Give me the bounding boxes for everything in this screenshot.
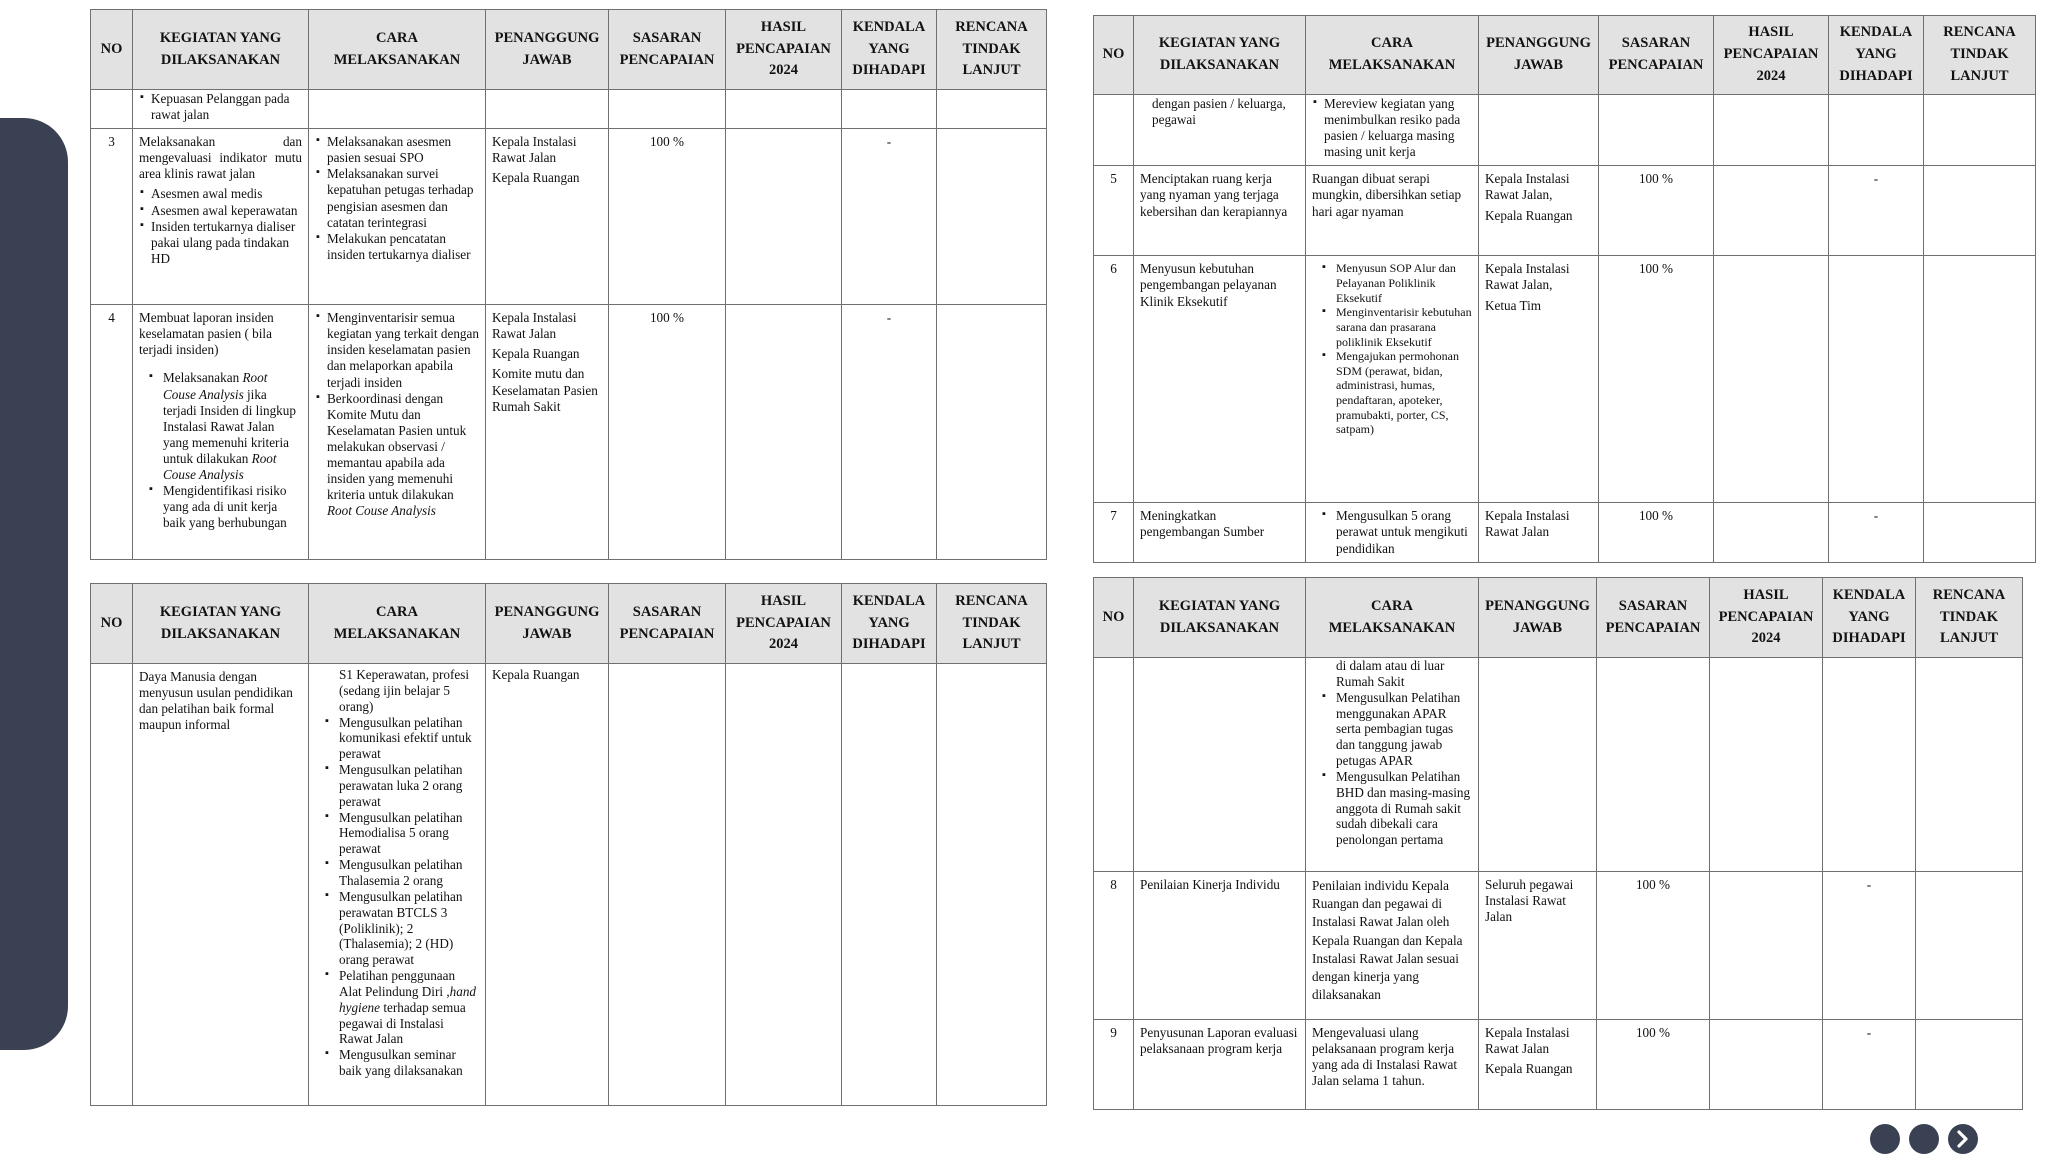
responsible-text: Kepala Instalasi Rawat Jalan,	[1485, 261, 1570, 293]
target-value: 100 %	[1599, 256, 1714, 503]
col-cara: CARA MELAKSANAKAN	[309, 584, 486, 664]
target-value: 100 %	[1597, 872, 1710, 1020]
table-row	[1094, 1020, 2023, 1110]
col-sasaran: SASARAN PENCAPAIAN	[609, 584, 726, 664]
method-text: Ruangan dibuat serapi mungkin, dibersihkan setiap hari agar nyaman	[1306, 166, 1479, 256]
col-hasil: HASIL PENCAPAIAN 2024	[1714, 16, 1829, 95]
table-panel-1	[90, 9, 1046, 560]
table-row	[1094, 658, 2023, 872]
responsible-text: Kepala Instalasi Rawat Jalan,	[1485, 171, 1570, 203]
constraint-value: -	[1829, 503, 1924, 562]
list-item: ▪ Mengusulkan seminar baik yang dilaksanakan	[339, 1047, 479, 1079]
responsible-text: Kepala Ruangan	[1485, 1061, 1573, 1077]
list-item: ▪ Mereview kegiatan yang menimbulkan resiko pada pasien / keluarga masing masing unit kerja	[1324, 96, 1472, 160]
col-cara: CARA MELAKSANAKAN	[309, 10, 486, 90]
col-kegiatan: KEGIATAN YANG DILAKSANAKAN	[1134, 578, 1306, 658]
table-row	[1094, 872, 2023, 1020]
table-header-row	[1094, 16, 2036, 95]
col-no: NO	[1094, 578, 1134, 658]
col-sasaran: SASARAN PENCAPAIAN	[1597, 578, 1710, 658]
target-value: 100 %	[1599, 503, 1714, 562]
method-text: S1 Keperawatan, profesi (sedang ijin belajar 5 orang)	[339, 667, 469, 714]
program-table	[90, 9, 1047, 560]
list-item: ▪ Menginventarisir semua kegiatan yang terkait dengan insiden keselamatan pasien dan melaporkan apabila terjadi insiden	[327, 310, 479, 390]
method-text: Mengevaluasi ulang pelaksanaan program kerja yang ada di Instalasi Rawat Jalan selama 1 tahun.	[1306, 1020, 1479, 1110]
table-panel-4	[1093, 577, 2022, 1110]
responsible-text: Kepala Instalasi Rawat Jalan	[1479, 503, 1599, 562]
target-value: 100 %	[1597, 1020, 1710, 1110]
col-kegiatan: KEGIATAN YANG DILAKSANAKAN	[1134, 16, 1306, 95]
list-item: ▪ Kepuasan Pelanggan pada rawat jalan	[151, 91, 302, 123]
table-row	[91, 90, 1047, 129]
col-rencana: RENCANA TINDAK LANJUT	[1924, 16, 2036, 95]
col-hasil: HASIL PENCAPAIAN 2024	[726, 584, 842, 664]
col-rencana: RENCANA TINDAK LANJUT	[937, 584, 1047, 664]
activity-text: Melaksanakan dan mengevaluasi indikator mutu area klinis rawat jalan	[139, 134, 302, 182]
responsible-text: Kepala Instalasi Rawat Jalan	[1485, 1025, 1570, 1057]
col-kegiatan: KEGIATAN YANG DILAKSANAKAN	[133, 10, 309, 90]
list-item: ▪ Asesmen awal medis	[151, 186, 302, 202]
activity-text: dengan pasien / keluarga, pegawai	[1134, 95, 1306, 166]
list-item: ▪ Pelatihan penggunaan Alat Pelindung Diri ,hand hygiene terhadap semua pegawai di Instalasi Rawat Jalan	[339, 968, 479, 1047]
next-slide-button[interactable]	[1948, 1124, 1978, 1154]
responsible-text: Kepala Ruangan	[486, 664, 609, 1106]
table-panel-2	[1093, 15, 2035, 563]
col-kendala: KENDALA YANG DIHADAPI	[842, 10, 937, 90]
col-hasil: HASIL PENCAPAIAN 2024	[1710, 578, 1823, 658]
list-item: ▪ Mengusulkan pelatihan perawatan luka 2 orang perawat	[339, 762, 479, 810]
col-no: NO	[91, 10, 133, 90]
responsible-text: Kepala Instalasi Rawat Jalan	[492, 134, 577, 166]
list-item: ▪ Mengusulkan Pelatihan BHD dan masing-masing anggota di Rumah sakit sudah dibekali cara penolongan pertama	[1336, 769, 1472, 848]
row-number: 3	[91, 129, 133, 305]
activity-text: Penilaian Kinerja Individu	[1134, 872, 1306, 1020]
table-row	[91, 129, 1047, 305]
list-item: ▪ Asesmen awal keperawatan	[151, 203, 302, 219]
list-item: ▪ Mengusulkan 5 orang perawat untuk mengikuti pendidikan	[1336, 508, 1472, 556]
col-sasaran: SASARAN PENCAPAIAN	[609, 10, 726, 90]
list-item: ▪ Mengusulkan pelatihan Thalasemia 2 orang	[339, 857, 479, 889]
col-no: NO	[91, 584, 133, 664]
side-decoration-bar	[0, 118, 68, 1050]
activity-text: Penyusunan Laporan evaluasi pelaksanaan program kerja	[1134, 1020, 1306, 1110]
col-cara: CARA MELAKSANAKAN	[1306, 578, 1479, 658]
list-item: ▪ Insiden tertukarnya dialiser pakai ulang pada tindakan HD	[151, 219, 302, 267]
table-row	[1094, 256, 2036, 503]
list-item: ▪ Melaksanakan asesmen pasien sesuai SPO	[327, 134, 479, 166]
list-item: ▪ Berkoordinasi dengan Komite Mutu dan Keselamatan Pasien untuk melakukan observasi / memantau apabila ada insiden yang memenuhi kriteria untuk dilakukan Root Couse Analysis	[327, 391, 479, 520]
row-number: 6	[1094, 256, 1134, 503]
activity-text: Menciptakan ruang kerja yang nyaman yang terjaga kebersihan dan kerapiannya	[1134, 166, 1306, 256]
col-rencana: RENCANA TINDAK LANJUT	[937, 10, 1047, 90]
row-number: 8	[1094, 872, 1134, 1020]
list-item: ▪ Melakukan pencatatan insiden tertukarnya dialiser	[327, 231, 479, 263]
list-item: ▪ Mengusulkan pelatihan perawatan BTCLS 3 (Poliklinik); 2 (Thalasemia); 2 (HD) orang perawat	[339, 889, 479, 968]
col-cara: CARA MELAKSANAKAN	[1306, 16, 1479, 95]
nav-dot-button[interactable]	[1870, 1124, 1900, 1154]
activity-text: Membuat laporan insiden keselamatan pasien ( bila terjadi insiden)	[139, 310, 274, 358]
target-value: 100 %	[609, 129, 726, 305]
col-kendala: KENDALA YANG DIHADAPI	[1823, 578, 1916, 658]
row-number: 5	[1094, 166, 1134, 256]
activity-text: Meningkatkan pengembangan Sumber	[1134, 503, 1306, 562]
col-penanggung-jawab: PENANGGUNG JAWAB	[486, 584, 609, 664]
col-penanggung-jawab: PENANGGUNG JAWAB	[1479, 578, 1597, 658]
target-value: 100 %	[1599, 166, 1714, 256]
responsible-text: Kepala Ruangan	[492, 346, 580, 362]
method-text: di dalam atau di luar Rumah Sakit	[1336, 658, 1445, 689]
list-item: ▪ Melaksanakan survei kepatuhan petugas terhadap pengisian asesmen dan catatan terintegrasi	[327, 166, 479, 230]
activity-text: Daya Manusia dengan menyusun usulan pendidikan dan pelatihan baik formal maupun informal	[133, 664, 309, 1106]
constraint-value: -	[842, 305, 937, 560]
table-header-row	[91, 10, 1047, 90]
responsible-text: Kepala Ruangan	[492, 170, 580, 186]
responsible-text: Kepala Ruangan	[1485, 207, 1573, 223]
table-row	[1094, 166, 2036, 256]
activity-text: Menyusun kebutuhan pengembangan pelayanan Klinik Eksekutif	[1134, 256, 1306, 503]
nav-dot-button[interactable]	[1909, 1124, 1939, 1154]
list-item: ▪ Mengidentifikasi risiko yang ada di unit kerja baik yang berhubungan	[163, 483, 302, 531]
table-row	[91, 305, 1047, 560]
col-kendala: KENDALA YANG DIHADAPI	[1829, 16, 1924, 95]
col-penanggung-jawab: PENANGGUNG JAWAB	[1479, 16, 1599, 95]
row-number: 7	[1094, 503, 1134, 562]
col-kendala: KENDALA YANG DIHADAPI	[842, 584, 937, 664]
constraint-value: -	[1823, 872, 1916, 1020]
table-row	[1094, 503, 2036, 562]
table-row	[91, 664, 1047, 1106]
row-number: 9	[1094, 1020, 1134, 1110]
table-row	[1094, 95, 2036, 166]
constraint-value: -	[1823, 1020, 1916, 1110]
col-rencana: RENCANA TINDAK LANJUT	[1916, 578, 2023, 658]
col-kegiatan: KEGIATAN YANG DILAKSANAKAN	[133, 584, 309, 664]
constraint-value: -	[842, 129, 937, 305]
col-penanggung-jawab: PENANGGUNG JAWAB	[486, 10, 609, 90]
method-text: Penilaian individu Kepala Ruangan dan pegawai di Instalasi Rawat Jalan oleh Kepala Ruangan dan Kepala Instalasi Rawat Jalan sesuai dengan kinerja yang dilaksanakan	[1306, 872, 1479, 1020]
col-no: NO	[1094, 16, 1134, 95]
row-number: 4	[91, 305, 133, 560]
program-table	[1093, 577, 2023, 1110]
responsible-text: Komite mutu dan Keselamatan Pasien Rumah Sakit	[492, 366, 598, 414]
list-item: ▪ Mengajukan permohonan SDM (perawat, bidan, administrasi, humas, pendaftaran, apoteker, pramubakti, porter, CS, satpam)	[1336, 349, 1472, 437]
chevron-right-icon	[1955, 1130, 1971, 1148]
program-table	[90, 583, 1047, 1106]
responsible-text: Seluruh pegawai Instalasi Rawat Jalan	[1479, 872, 1597, 1020]
table-header-row	[91, 584, 1047, 664]
list-item: ▪ Mengusulkan pelatihan komunikasi efektif untuk perawat	[339, 715, 479, 763]
responsible-text: Kepala Instalasi Rawat Jalan	[492, 310, 577, 342]
responsible-text: Ketua Tim	[1485, 297, 1542, 313]
target-value: 100 %	[609, 305, 726, 560]
list-item: ▪ Menyusun SOP Alur dan Pelayanan Poliklinik Eksekutif	[1336, 261, 1472, 305]
list-item: ▪ Mengusulkan Pelatihan menggunakan APAR serta pembagian tugas dan tanggung jawab petugas APAR	[1336, 690, 1472, 769]
list-item: ▪ Mengusulkan pelatihan Hemodialisa 5 orang perawat	[339, 810, 479, 858]
col-sasaran: SASARAN PENCAPAIAN	[1599, 16, 1714, 95]
list-item: ▪ Menginventarisir kebutuhan sarana dan prasarana poliklinik Eksekutif	[1336, 305, 1472, 349]
col-hasil: HASIL PENCAPAIAN 2024	[726, 10, 842, 90]
program-table	[1093, 15, 2036, 563]
constraint-value: -	[1829, 166, 1924, 256]
table-panel-3	[90, 583, 1046, 1106]
list-item: ▪ Melaksanakan Root Couse Analysis jika terjadi Insiden di lingkup Instalasi Rawat Jalan yang memenuhi kriteria untuk dilakukan Root Couse Analysis	[163, 370, 302, 483]
table-header-row	[1094, 578, 2023, 658]
